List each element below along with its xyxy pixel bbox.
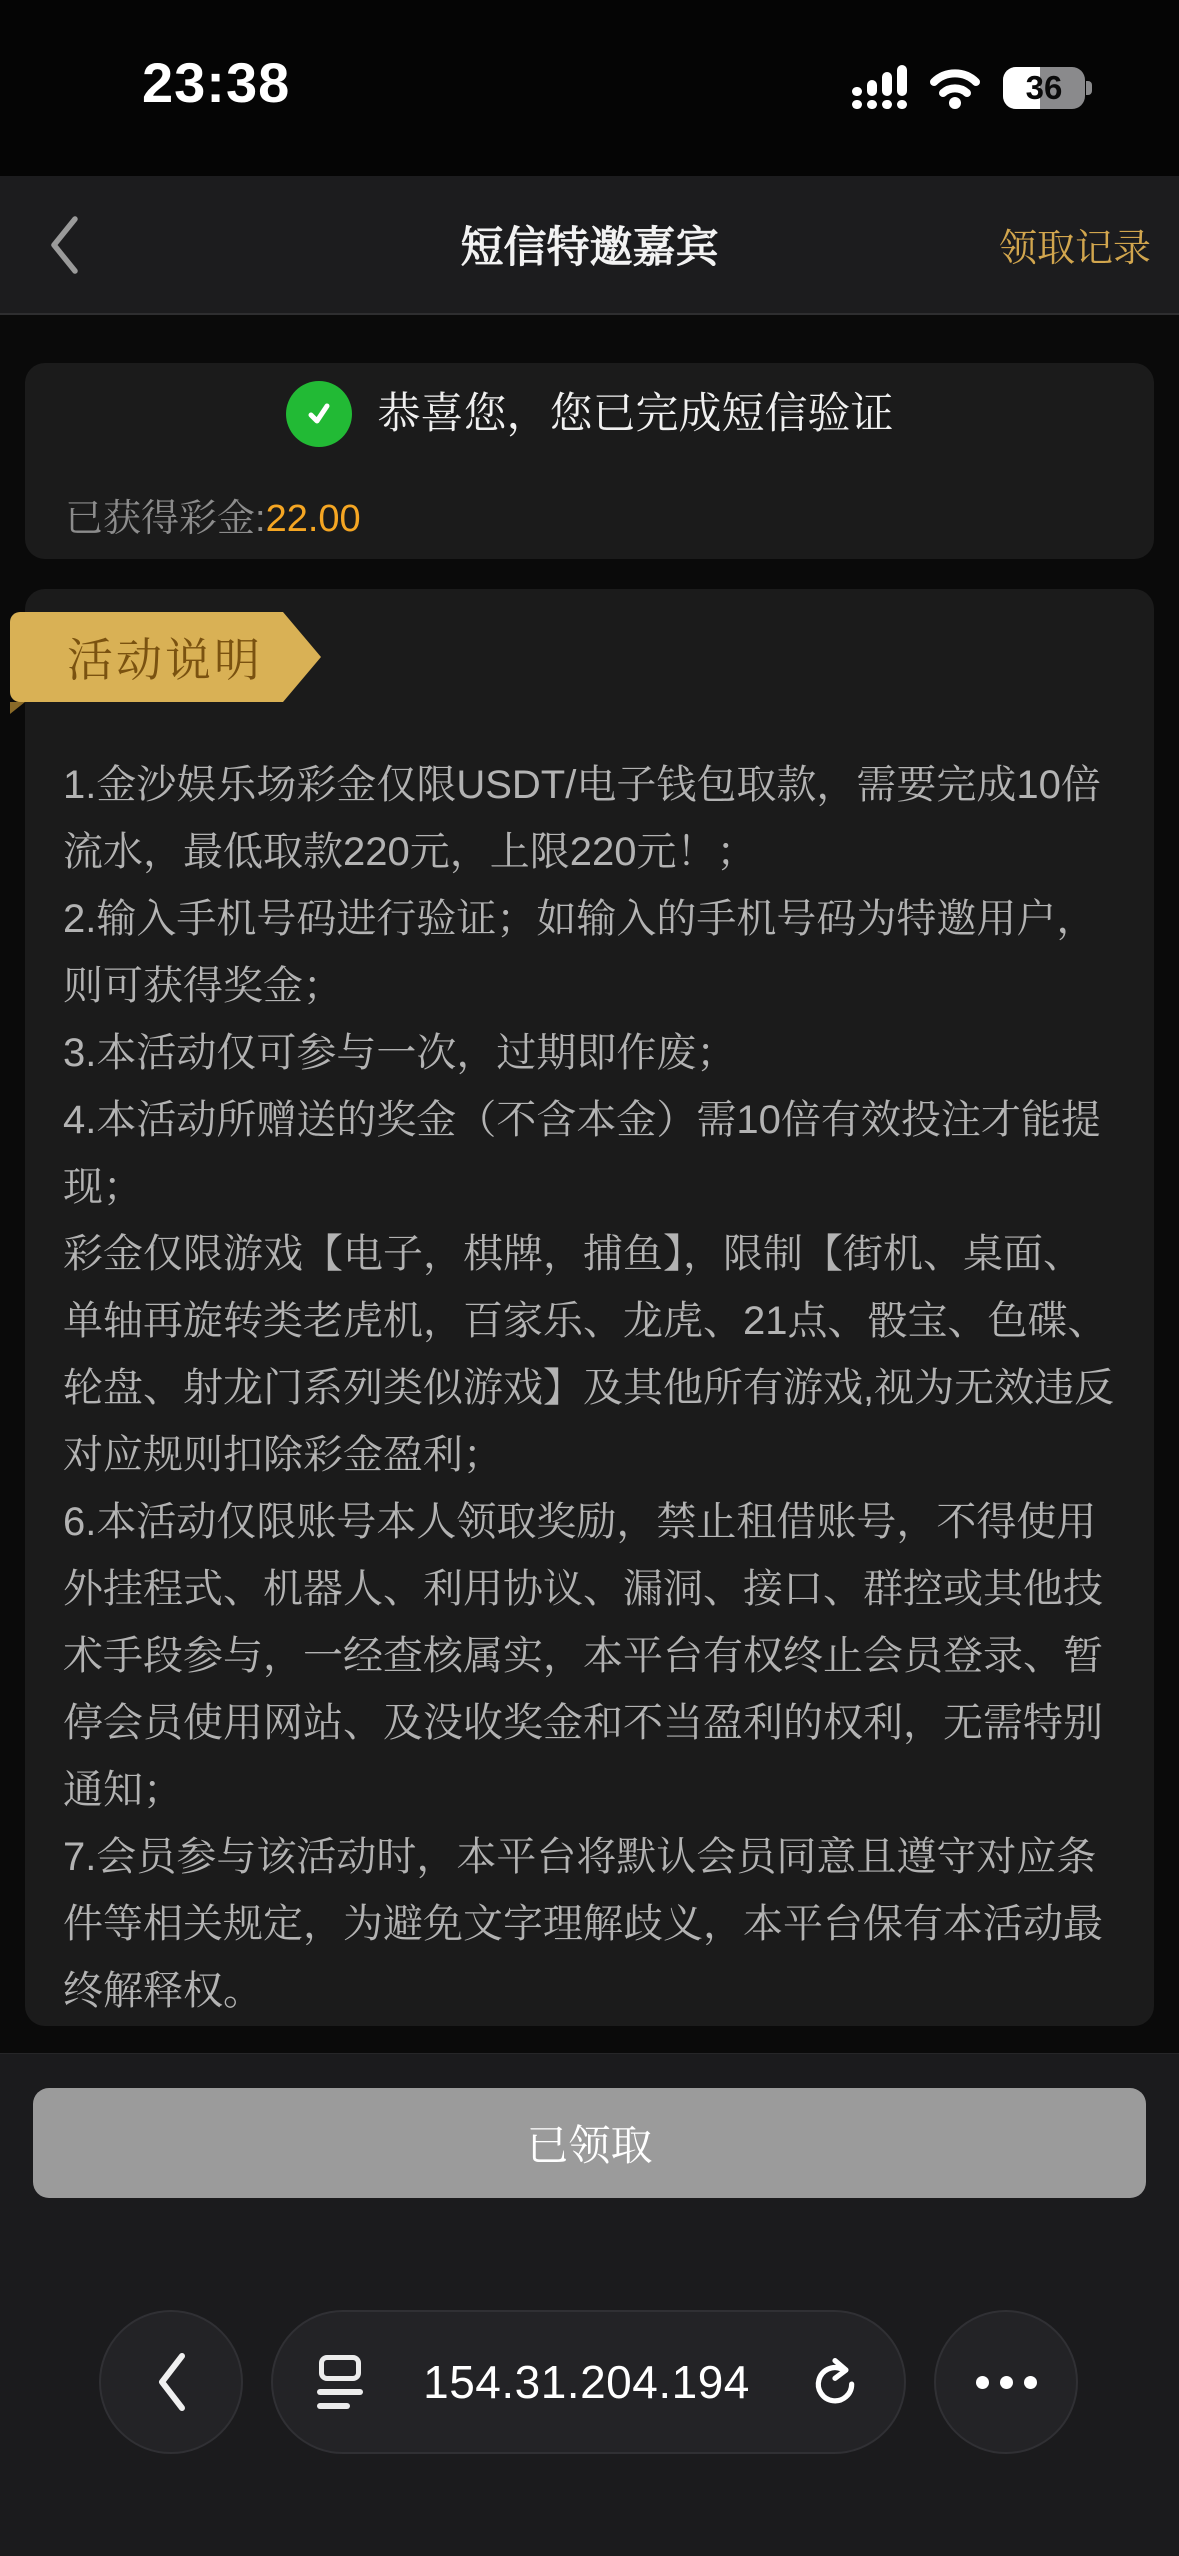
back-chevron-icon (154, 2350, 188, 2414)
status-icons (852, 66, 1085, 110)
activity-rules-title: 活动说明 (67, 634, 263, 686)
activity-rules-ribbon (10, 612, 283, 702)
cellular-signal-icon (852, 67, 907, 109)
ellipsis-icon (976, 2376, 1037, 2389)
url-text: 154.31.204.194 (423, 2356, 750, 2408)
activity-rules-card (25, 589, 1154, 2026)
status-bar (0, 0, 1179, 176)
reload-icon[interactable] (810, 2357, 860, 2407)
wifi-icon (928, 67, 982, 109)
success-check-icon (286, 381, 352, 447)
address-bar[interactable] (271, 2310, 906, 2454)
claimed-button[interactable]: 已领取 (33, 2088, 1146, 2198)
verification-success-card (25, 363, 1154, 559)
rules-paragraph: 6.本活动仅限账号本人领取奖励，禁止租借账号，不得使用外挂程式、机器人、利用协议、漏洞、接口、群控或其他技术手段参与，一经查核属实，本平台有权终止会员登录、暂停会员使用网站、及没收奖金和不当盈利的权利，无需特别通知； (63, 1500, 1103, 1812)
rules-paragraph: 3.本活动仅可参与一次，过期即作废； (63, 1031, 737, 1075)
bonus-amount: 22.00 (265, 498, 361, 540)
rules-paragraph: 2.输入手机号码进行验证；如输入的手机号码为特邀用户，则可获得奖金； (63, 897, 1097, 1008)
rules-paragraph: 彩金仅限游戏【电子，棋牌，捕鱼】，限制【街机、桌面、单轴再旋转类老虎机，百家乐、龙虎、21点、骰宝、色碟、轮盘、射龙门系列类似游戏】及其他所有游戏,视为无效违反对应规则扣除彩金盈利； (63, 1232, 1115, 1477)
activity-rules-text (63, 752, 1116, 2025)
page-title: 短信特邀嘉宾 (460, 224, 719, 272)
page-icon (317, 2355, 363, 2409)
browser-back-button[interactable] (99, 2310, 243, 2454)
success-message: 恭喜您，您已完成短信验证 (377, 390, 894, 438)
rules-paragraph: 7.会员参与该活动时，本平台将默认会员同意且遵守对应条件等相关规定，为避免文字理解歧义，本平台保有本活动最终解释权。 (63, 1835, 1103, 2013)
nav-header (0, 176, 1179, 315)
bonus-line (65, 487, 361, 542)
page-content (0, 315, 1179, 2053)
battery-percent: 36 (1025, 69, 1063, 106)
browser-menu-button[interactable] (934, 2310, 1078, 2454)
bonus-label: 已获得彩金: (65, 498, 266, 540)
rules-paragraph: 1.金沙娱乐场彩金仅限USDT/电子钱包取款，需要完成10倍流水，最低取款220元，上限220元！； (63, 763, 1101, 874)
claim-history-link[interactable]: 领取记录 (998, 228, 1151, 270)
browser-toolbar (0, 2310, 1179, 2454)
status-time: 23:38 (142, 51, 291, 114)
battery-icon (1003, 67, 1085, 109)
bottom-section (0, 2053, 1179, 2556)
rules-paragraph: 4.本活动所赠送的奖金（不含本金）需10倍有效投注才能提现； (63, 1098, 1101, 1209)
